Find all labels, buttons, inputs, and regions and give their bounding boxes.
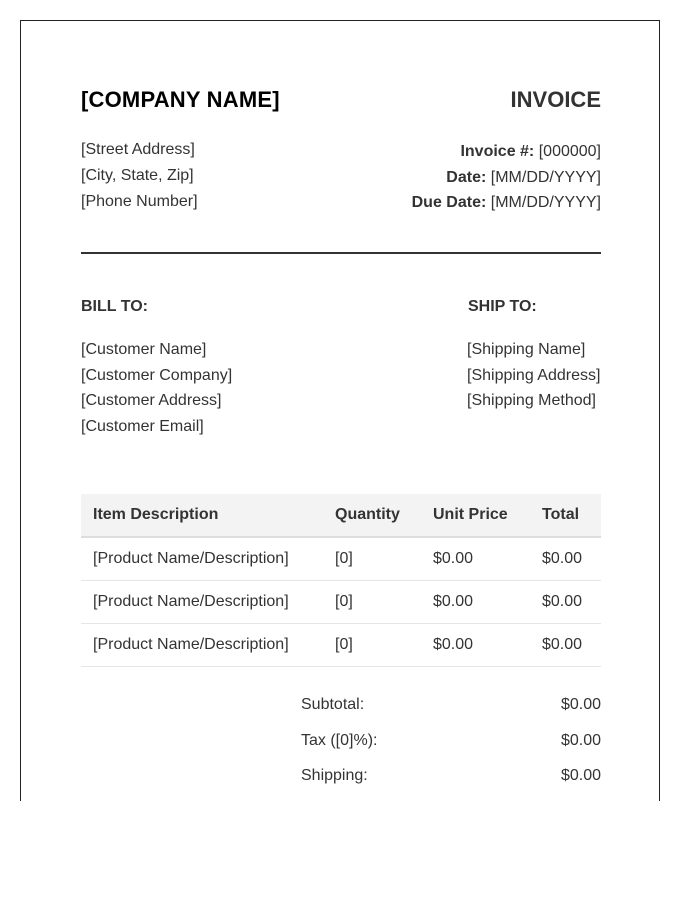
invoice-date-value: [MM/DD/YYYY]: [490, 168, 601, 186]
table-row: [81, 581, 601, 624]
subtotal-label: Subtotal:: [301, 696, 365, 713]
shipping-address: [Shipping Address]: [467, 366, 601, 384]
item-unit-price: $0.00: [433, 581, 542, 624]
column-header: Quantity: [335, 506, 400, 523]
item-description: [Product Name/Description]: [81, 581, 335, 624]
due-date-row: [412, 190, 601, 216]
subtotal-value: $0.00: [560, 696, 601, 713]
subtotal-row: [301, 693, 601, 729]
column-header: Unit Price: [433, 506, 508, 523]
table-header-row: [81, 494, 601, 537]
shipping-value: $0.00: [560, 767, 601, 784]
due-date-value: [MM/DD/YYYY]: [490, 194, 601, 211]
phone-number: [Phone Number]: [81, 193, 198, 210]
customer-company: [Customer Company]: [81, 366, 233, 384]
customer-address: [Customer Address]: [81, 392, 222, 409]
table-row: [81, 537, 601, 581]
company-address: [81, 137, 198, 215]
table-row: [81, 624, 601, 667]
customer-name: [Customer Name]: [81, 341, 207, 358]
item-total: $0.00: [542, 537, 601, 581]
header-divider: [81, 252, 601, 254]
item-description: [Product Name/Description]: [81, 537, 335, 581]
tax-label: Tax ([0]%):: [301, 731, 378, 749]
shipping-label: Shipping:: [301, 767, 368, 784]
invoice-number-value: [000000]: [538, 143, 601, 160]
shipping-name: [Shipping Name]: [467, 341, 586, 358]
invoice-page: [20, 20, 660, 801]
item-quantity: [0]: [335, 537, 433, 581]
invoice-date-row: [412, 165, 601, 191]
totals-section: [301, 693, 601, 800]
invoice-number-row: [412, 139, 601, 165]
item-description: [Product Name/Description]: [81, 624, 335, 667]
column-header: Item Description: [93, 506, 219, 523]
street-address: [Street Address]: [81, 141, 195, 158]
item-total: $0.00: [542, 581, 601, 624]
invoice-date-label: Date:: [446, 168, 487, 186]
invoice-number-label: Invoice #:: [460, 143, 535, 160]
item-quantity: [0]: [335, 624, 433, 667]
customer-email: [Customer Email]: [81, 417, 204, 435]
item-quantity: [0]: [335, 581, 433, 624]
tax-row: [301, 729, 601, 765]
item-total: $0.00: [542, 624, 601, 667]
invoice-meta: [412, 139, 601, 216]
column-header: Total: [542, 506, 580, 523]
shipping-row: [301, 764, 601, 800]
tax-value: $0.00: [560, 731, 601, 749]
ship-to-heading: SHIP TO:: [468, 298, 537, 315]
items-table: [81, 494, 601, 667]
invoice-title: INVOICE: [510, 87, 601, 112]
city-state-zip: [City, State, Zip]: [81, 167, 194, 184]
item-unit-price: $0.00: [433, 624, 542, 667]
company-name: [COMPANY NAME]: [81, 87, 280, 112]
ship-to-block: [467, 337, 600, 414]
bill-to-block: [81, 337, 232, 439]
item-unit-price: $0.00: [433, 537, 542, 581]
shipping-method: [Shipping Method]: [467, 392, 596, 409]
due-date-label: Due Date:: [411, 194, 487, 211]
bill-to-heading: BILL TO:: [81, 298, 148, 315]
